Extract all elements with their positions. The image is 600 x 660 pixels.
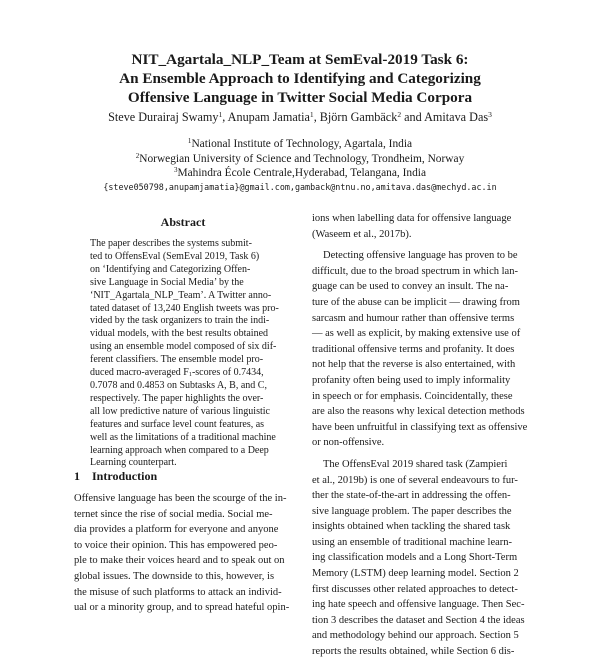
paper-title [0,50,600,107]
abstract-line [90,367,276,380]
paragraph [312,457,532,660]
abstract-line: learning approach when compared to a Deep [90,444,269,456]
paragraph [312,211,532,242]
body-line: The OffensEval 2019 shared task (Zampieri [323,458,508,470]
body-line: to voice their opinion. This has empowered peo- [74,539,278,551]
author-name: Amitava Das [424,110,489,124]
author-affil-mark: 2 [397,109,402,119]
body-line: reports the results obtained, while Section 6 dis- [312,646,515,658]
body-line: ing hate speech and offensive language. Then Sec- [312,599,525,611]
author-affil-mark: 1 [309,109,314,119]
body-line: et al., 2019b) is one of several endeavours to fur- [312,474,518,486]
author-emails: {steve050798,anupamjamatia}@gmail.com,gamback@ntnu.no,amitava.das@mechyd.ac.in [103,182,497,192]
section-number: 1 [74,469,80,483]
right-column-text [312,211,532,660]
section-heading [74,469,157,484]
body-line: ther the state-of-the-art in addressing the offen- [312,490,511,502]
body-line: in speech or for emphasis. Coincidentally, these [312,390,513,402]
abstract-line: vidual models, with the best results obtained [90,328,269,340]
abstract-line: tated dataset of 13,240 English tweets was pro- [90,302,279,314]
author-separator: , [313,110,320,124]
abstract-line: ferent classifiers. The ensemble model pro- [90,354,264,366]
author-name: Anupam Jamatia [227,110,310,124]
abstract-line: respectively. The paper highlights the over- [90,392,264,404]
author-separator: , [222,110,228,124]
abstract-text [90,238,279,470]
abstract-line: sive Language in Social Media’ by the [90,276,244,288]
title-line: NIT_Agartala_NLP_Team at SemEval-2019 Task 6: [131,51,469,68]
affiliation-text: Mahindra École Centrale,Hyderabad, Telangana, India [177,167,427,180]
body-line: Memory (LSTM) deep learning model. Section 2 [312,568,519,580]
author-affil-mark: 3 [488,109,492,119]
paragraph [312,248,532,451]
affiliation [0,152,600,167]
author-list [0,109,600,125]
affiliation [0,137,600,152]
author-affil-mark: 1 [218,109,223,119]
body-line: sarcasm and humour rather than offensive terms [312,312,515,324]
affiliation-text: Norwegian University of Science and Technology, Trondheim, Norway [139,152,465,165]
abstract-line: ted to OffensEval (SemEval 2019, Task 6) [90,250,260,262]
body-line: are also the reasons why lexical detection methods [312,406,525,418]
body-line: not help that the reverse is also entertained, with [312,359,516,371]
body-line: first discusses other related approaches to detect- [312,583,518,595]
body-line: ual or a minority group, and to spread hateful opin- [74,602,290,614]
abstract-line: The paper describes the systems submit- [90,238,252,249]
body-line: ple to make their voices heard and to speak out on [74,555,285,567]
body-line: or non-offensive. [312,437,385,449]
title-line: Offensive Language in Twitter Social Media Corpora [127,89,473,106]
abstract-text-span: -scores of 0.7434, [191,367,264,379]
body-line: ternet since the rise of social media. Social me- [74,508,273,520]
abstract-line: ‘NIT_Agartala_NLP_Team’. A Twitter anno- [90,289,272,301]
abstract-line: vided by the task organizers to train the indi- [90,315,270,327]
body-line: insights obtained when tackling the shared task [312,521,511,533]
affiliation-mark: 3 [173,166,178,175]
affiliation-text: National Institute of Technology, Agartala, India [191,138,413,150]
body-line: difficult, due to the broad spectrum in which lan- [312,265,518,277]
author-name: Steve Durairaj Swamy [108,110,219,124]
abstract-line: all low predictive nature of various linguistic [90,405,270,417]
affiliations [0,137,600,181]
abstract-line: on ‘Identifying and Categorizing Offen- [90,263,251,275]
abstract-line: using an ensemble model composed of six dif- [90,341,277,353]
body-line: Detecting offensive language has proven to be [323,250,518,262]
body-line: the misuse of such platforms to attack an individ- [74,586,282,598]
body-line: global issues. The downside to this, however, is [74,570,275,582]
body-line: tion 3 describes the dataset and Section 4 the ideas [312,614,525,626]
abstract-line: Learning counterpart. [90,457,177,469]
body-line: — as well as explicit, by making extensive use of [312,328,521,340]
section-title: Introduction [92,469,158,483]
abstract-line: features and surface level count features, as [90,418,265,430]
body-line: ing classification models and a Long Short-Term [312,552,518,564]
affiliation [0,166,600,181]
body-line: sive language problem. The paper describes the [312,505,512,517]
body-line: dia provides a platform for everyone and anyone [74,524,279,536]
author-separator: and [401,110,425,124]
body-line: ions when labelling data for offensive language [312,213,512,224]
f1-subscript: 1 [188,371,192,379]
author-name: Björn Gambäck [319,110,398,124]
body-line: ture of the abuse can be implicit — drawing from [312,296,520,308]
body-line: have been unfruitful in classifying text as offensive [312,421,528,433]
body-line: guage can be used to convey an insult. The na- [312,281,509,293]
body-line: (Waseem et al., 2017b). [312,228,412,240]
affiliation-mark: 1 [187,137,192,146]
title-line: An Ensemble Approach to Identifying and Categorizing [119,70,481,87]
body-line: using an ensemble of traditional machine learn- [312,536,513,548]
intro-paragraph-left [74,491,292,616]
abstract-heading: Abstract [160,215,206,229]
body-line: profanity often being used to imply informality [312,374,511,386]
abstract-line: well as the limitations of a traditional machine [90,431,276,443]
affiliation-mark: 2 [135,151,140,160]
abstract-line: 0.7078 and 0.4853 on Subtasks A, B, and C, [90,379,267,391]
abstract-text-span: duced macro-averaged F [90,367,189,379]
body-line: traditional offensive terms and profanity. It does [312,343,515,355]
body-line: and methodology behind our approach. Section 5 [312,630,519,642]
body-line: Offensive language has been the scourge of the in- [74,493,287,504]
